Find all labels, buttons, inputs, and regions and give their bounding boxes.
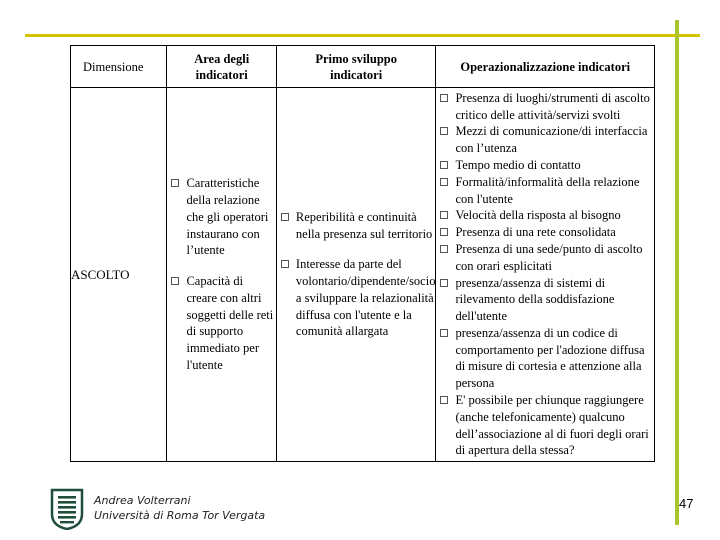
oper-item-text: Formalità/informalità della relazione con l'utente (455, 174, 640, 206)
area-item (167, 175, 275, 259)
sviluppo-list (277, 209, 436, 341)
oper-item (436, 224, 654, 241)
oper-item (436, 90, 654, 124)
oper-item-text: Velocità della risposta al bisogno (455, 208, 621, 223)
checkbox-bullet-icon (440, 94, 448, 102)
area-item-text: Caratteristiche della relazione che gli operatori instaurano con l’utente (186, 176, 269, 258)
checkbox-bullet-icon (440, 329, 448, 337)
top-accent-line (25, 34, 700, 37)
header-sviluppo: Primo sviluppo indicatori (276, 46, 436, 88)
page-number: 47 (679, 496, 694, 511)
checkbox-bullet-icon (440, 178, 448, 186)
checkbox-bullet-icon (440, 396, 448, 404)
operazionalizzazione-cell (436, 88, 655, 462)
right-accent-line (675, 20, 679, 525)
header-area: Area degli indicatori (167, 46, 276, 88)
oper-item (436, 207, 654, 224)
checkbox-bullet-icon (440, 245, 448, 253)
checkbox-bullet-icon (440, 228, 448, 236)
header-dimensione: Dimensione (71, 46, 167, 88)
oper-item (436, 123, 654, 157)
dimension-cell: ASCOLTO (71, 88, 167, 462)
sviluppo-item-text: Interesse da parte del volontario/dipendente/socio a sviluppare la relazionalità diffusa con l'utente e la comunità allargata (295, 257, 436, 339)
sviluppo-item (277, 256, 436, 340)
checkbox-bullet-icon (440, 127, 448, 135)
checkbox-bullet-icon (281, 213, 289, 221)
university-name: Università di Roma Tor Vergata (94, 509, 266, 522)
operazionalizzazione-list (436, 90, 654, 460)
checkbox-bullet-icon (440, 279, 448, 287)
oper-item-text: presenza/assenza di sistemi di rilevamento della soddisfazione dell'utente (455, 275, 615, 324)
oper-item-text: Presenza di luoghi/strumenti di ascolto critico delle attività/servizi svolti (455, 90, 650, 122)
area-list (167, 175, 275, 374)
sviluppo-item-text: Reperibilità e continuità nella presenza sul territorio (295, 209, 433, 241)
oper-item-text: Tempo medio di contatto (455, 157, 581, 172)
oper-item-text: Mezzi di comunicazione/di interfaccia con l’utenza (455, 124, 648, 156)
oper-item (436, 174, 654, 208)
area-item (167, 273, 275, 374)
checkbox-bullet-icon (171, 179, 179, 187)
oper-item (436, 392, 654, 459)
header-operazionalizzazione: Operazionalizzazione indicatori (436, 46, 655, 88)
oper-item (436, 241, 654, 275)
oper-item-text: E' possibile per chiunque raggiungere (anche telefonicamente) qualcuno dell’associazione al di fuori degli orari di apertura della stessa? (455, 393, 649, 458)
author-name: Andrea Volterrani (94, 494, 191, 507)
area-item-text: Capacità di creare con altri soggetti delle reti di supporto immediato per l'utente (186, 274, 274, 373)
checkbox-bullet-icon (440, 211, 448, 219)
body-row (71, 88, 655, 462)
sviluppo-cell (276, 88, 436, 462)
oper-item-text: Presenza di una rete consolidata (455, 225, 616, 240)
oper-item (436, 275, 654, 325)
checkbox-bullet-icon (440, 161, 448, 169)
sviluppo-item (277, 209, 436, 243)
oper-item (436, 157, 654, 174)
indicators-table (70, 45, 655, 462)
oper-item (436, 325, 654, 392)
footer-author (94, 493, 265, 523)
oper-item-text: Presenza di una sede/punto di ascolto con orari esplicitati (455, 241, 643, 273)
header-row (71, 46, 655, 88)
checkbox-bullet-icon (171, 277, 179, 285)
university-crest-icon (50, 488, 84, 530)
area-cell (167, 88, 276, 462)
checkbox-bullet-icon (281, 260, 289, 268)
oper-item-text: presenza/assenza di un codice di comportamento per l'adozione diffusa di misure di cortesia e attenzione alla persona (455, 325, 645, 391)
